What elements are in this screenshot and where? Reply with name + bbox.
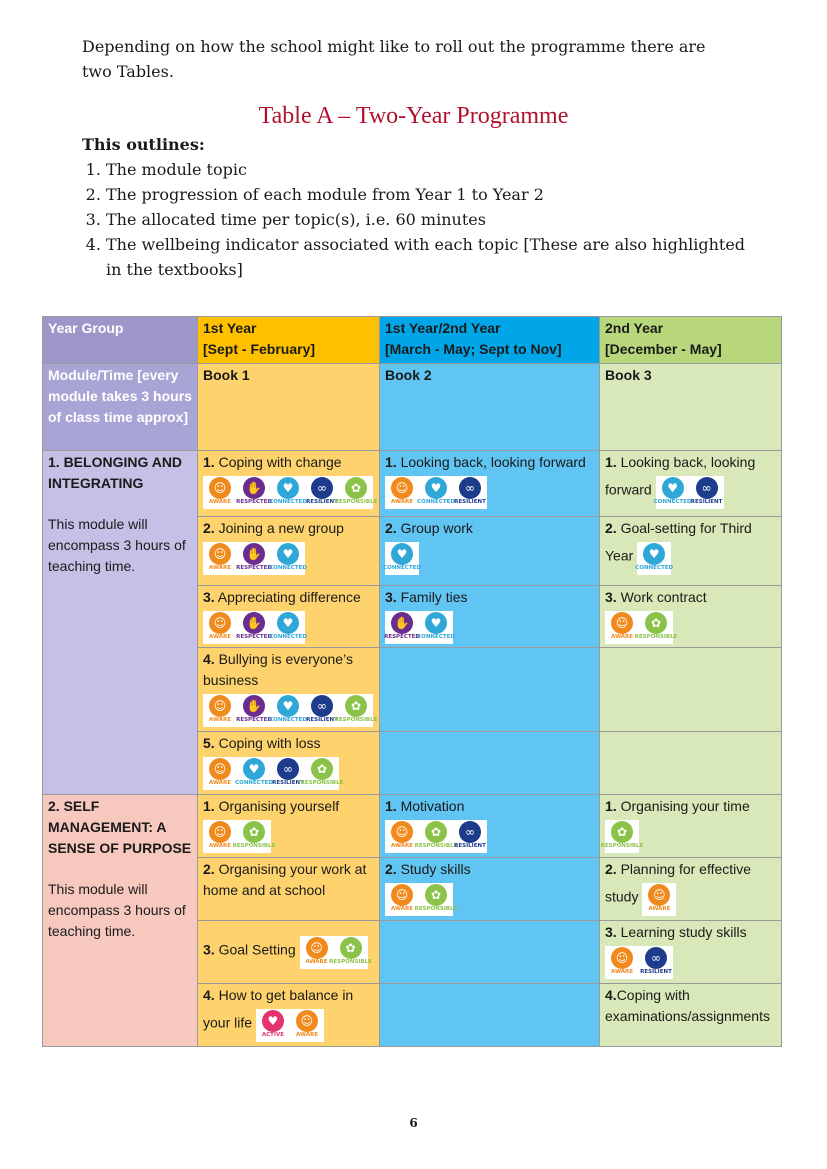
programme-table [42, 316, 782, 1047]
list-item: 2. The progression of each module from Year 1 to Year 2 [106, 182, 756, 207]
active-icon: ♥ ACTIVE [257, 1010, 289, 1042]
topic-cell: 2. Study skills ☺ AWARE ✿ RESPONSIBLE [380, 858, 600, 921]
responsible-icon: ✿ RESPONSIBLE [340, 695, 372, 727]
list-item: 1. The module topic [106, 157, 756, 182]
aware-icon: ☺ AWARE [643, 884, 675, 916]
topic-cell: 1. Motivation ☺ AWARE ✿ RESPONSIBLE ∞ RESILIENT [380, 795, 600, 858]
aware-icon: ☺ AWARE [204, 612, 236, 644]
list-item: 4. The wellbeing indicator associated with each topic [These are also highlighted in the textbooks] [106, 232, 756, 282]
empty-cell [380, 648, 600, 732]
indicator-icons [653, 476, 724, 509]
aware-icon: ☺ AWARE [204, 543, 236, 575]
topic-cell: 1. Looking back, looking forward ☺ AWARE ♥ CONNECTED ∞ RESILIENT [380, 451, 600, 517]
indicator-icons [385, 883, 458, 916]
outlines-label: This outlines: [82, 135, 205, 154]
resilient-icon: ∞ RESILIENT [272, 758, 304, 790]
indicator-icons [256, 1009, 324, 1042]
aware-icon: ☺ AWARE [386, 821, 418, 853]
indicator-icons [203, 542, 305, 575]
respected-icon: ✋ RESPECTED [238, 612, 270, 644]
indicator-icons [203, 611, 305, 644]
aware-icon: ☺ AWARE [301, 937, 333, 969]
topic-cell: 2. Group work ♥ CONNECTED [380, 517, 600, 586]
resilient-icon: ∞ RESILIENT [454, 821, 486, 853]
section-title: 2. SELF MANAGEMENT: A SENSE OF PURPOSE [48, 798, 192, 856]
section-note: This module will encompass 3 hours of teaching time. [48, 516, 186, 574]
indicator-icons [203, 757, 344, 790]
indicator-icons [642, 883, 676, 916]
topic-cell: 3. Family ties ✋ RESPECTED ♥ CONNECTED [380, 586, 600, 648]
table-row [43, 795, 782, 858]
connected-icon: ♥ CONNECTED [272, 543, 304, 575]
aware-icon: ☺ AWARE [291, 1010, 323, 1042]
page-number: 6 [409, 1116, 418, 1130]
empty-cell [600, 648, 782, 732]
responsible-icon: ✿ RESPONSIBLE [306, 758, 338, 790]
table-row [43, 451, 782, 517]
resilient-icon: ∞ RESILIENT [691, 477, 723, 509]
topic-cell: 2. Goal-setting for Third Year ♥ CONNECTED [600, 517, 782, 586]
indicator-icons [203, 476, 378, 509]
table-row [43, 364, 782, 451]
resilient-icon: ∞ RESILIENT [454, 477, 486, 509]
responsible-icon: ✿ RESPONSIBLE [340, 477, 372, 509]
year3-header: 2nd Year [December - May] [600, 317, 782, 364]
connected-icon: ♥ CONNECTED [386, 543, 418, 575]
responsible-icon: ✿ RESPONSIBLE [420, 821, 452, 853]
respected-icon: ✋ RESPECTED [386, 612, 418, 644]
module-time-cell: Module/Time [every module takes 3 hours of class time approx] [43, 364, 198, 451]
aware-icon: ☺ AWARE [386, 884, 418, 916]
connected-icon: ♥ CONNECTED [238, 758, 270, 790]
connected-icon: ♥ CONNECTED [272, 612, 304, 644]
list-item: 3. The allocated time per topic(s), i.e. 60 minutes [106, 207, 756, 232]
respected-icon: ✋ RESPECTED [238, 477, 270, 509]
section-note: This module will encompass 3 hours of teaching time. [48, 881, 186, 939]
year1-header: 1st Year [Sept - February] [198, 317, 380, 364]
year-group-header: Year Group [43, 317, 198, 364]
indicator-icons [605, 946, 673, 979]
section-self-management [43, 795, 198, 1047]
respected-icon: ✋ RESPECTED [238, 543, 270, 575]
aware-icon: ☺ AWARE [606, 612, 638, 644]
intro-paragraph: Depending on how the school might like to roll out the programme there are two Tables. [82, 37, 706, 81]
connected-icon: ♥ CONNECTED [420, 612, 452, 644]
aware-icon: ☺ AWARE [386, 477, 418, 509]
topic-cell: 1. Coping with change ☺ AWARE ✋ RESPECTED ♥ CONNECTED ∞ RESILIENT ✿ RESPONSIBLE [198, 451, 380, 517]
indicator-icons [203, 820, 276, 853]
empty-cell [380, 921, 600, 984]
topic-cell: 2. Organising your work at home and at school [198, 858, 380, 921]
responsible-icon: ✿ RESPONSIBLE [335, 937, 367, 969]
resilient-icon: ∞ RESILIENT [306, 477, 338, 509]
responsible-icon: ✿ RESPONSIBLE [238, 821, 270, 853]
topic-cell: 4. Bullying is everyone’s business ☺ AWARE ✋ RESPECTED ♥ CONNECTED ∞ RESILIENT ✿ RESPONSIBLE [198, 648, 380, 732]
connected-icon: ♥ CONNECTED [638, 543, 670, 575]
responsible-icon: ✿ RESPONSIBLE [420, 884, 452, 916]
aware-icon: ☺ AWARE [204, 477, 236, 509]
section-belonging [43, 451, 198, 795]
topic-cell: 1. Organising yourself ☺ AWARE ✿ RESPONSIBLE [198, 795, 380, 858]
topic-cell: 3. Goal Setting ☺ AWARE ✿ RESPONSIBLE [198, 921, 380, 984]
indicator-icons [600, 820, 644, 853]
topic-cell: 3. Appreciating difference ☺ AWARE ✋ RESPECTED ♥ CONNECTED [198, 586, 380, 648]
indicator-icons [385, 542, 419, 575]
indicator-icons [300, 936, 372, 969]
topic-cell: 4. How to get balance in your life ♥ ACTIVE ☺ AWARE [198, 984, 380, 1047]
topic-cell: 2. Joining a new group ☺ AWARE ✋ RESPECTED ♥ CONNECTED [198, 517, 380, 586]
connected-icon: ♥ CONNECTED [657, 477, 689, 509]
indicator-icons [635, 542, 674, 575]
responsible-icon: ✿ RESPONSIBLE [640, 612, 672, 644]
indicator-icons [385, 611, 453, 644]
connected-icon: ♥ CONNECTED [420, 477, 452, 509]
empty-cell [380, 732, 600, 795]
book-cell: Book 3 [600, 364, 782, 451]
resilient-icon: ∞ RESILIENT [306, 695, 338, 727]
respected-icon: ✋ RESPECTED [238, 695, 270, 727]
outline-list [82, 157, 756, 282]
topic-cell: 1. Organising your time ✿ RESPONSIBLE [600, 795, 782, 858]
aware-icon: ☺ AWARE [204, 758, 236, 790]
table-row [43, 317, 782, 364]
aware-icon: ☺ AWARE [204, 695, 236, 727]
resilient-icon: ∞ RESILIENT [640, 947, 672, 979]
indicator-icons [385, 476, 487, 509]
empty-cell [380, 984, 600, 1047]
responsible-icon: ✿ RESPONSIBLE [606, 821, 638, 853]
section-title: 1. BELONGING AND INTEGRATING [48, 454, 183, 491]
empty-cell [600, 732, 782, 795]
year2-header: 1st Year/2nd Year [March - May; Sept to Nov] [380, 317, 600, 364]
topic-cell: 3. Work contract ☺ AWARE ✿ RESPONSIBLE [600, 586, 782, 648]
aware-icon: ☺ AWARE [606, 947, 638, 979]
indicator-icons [605, 611, 678, 644]
book-cell: Book 2 [380, 364, 600, 451]
topic-cell: 4.Coping with examinations/assignments [600, 984, 782, 1047]
topic-cell: 1. Looking back, looking forward ♥ CONNECTED ∞ RESILIENT [600, 451, 782, 517]
aware-icon: ☺ AWARE [204, 821, 236, 853]
indicator-icons [385, 820, 487, 853]
page-title: Table A – Two-Year Programme [258, 103, 569, 129]
connected-icon: ♥ CONNECTED [272, 477, 304, 509]
book-cell: Book 1 [198, 364, 380, 451]
connected-icon: ♥ CONNECTED [272, 695, 304, 727]
topic-cell: 2. Planning for effective study ☺ AWARE [600, 858, 782, 921]
topic-cell: 5. Coping with loss ☺ AWARE ♥ CONNECTED ∞ RESILIENT ✿ RESPONSIBLE [198, 732, 380, 795]
indicator-icons [203, 694, 378, 727]
topic-cell: 3. Learning study skills ☺ AWARE ∞ RESILIENT [600, 921, 782, 984]
